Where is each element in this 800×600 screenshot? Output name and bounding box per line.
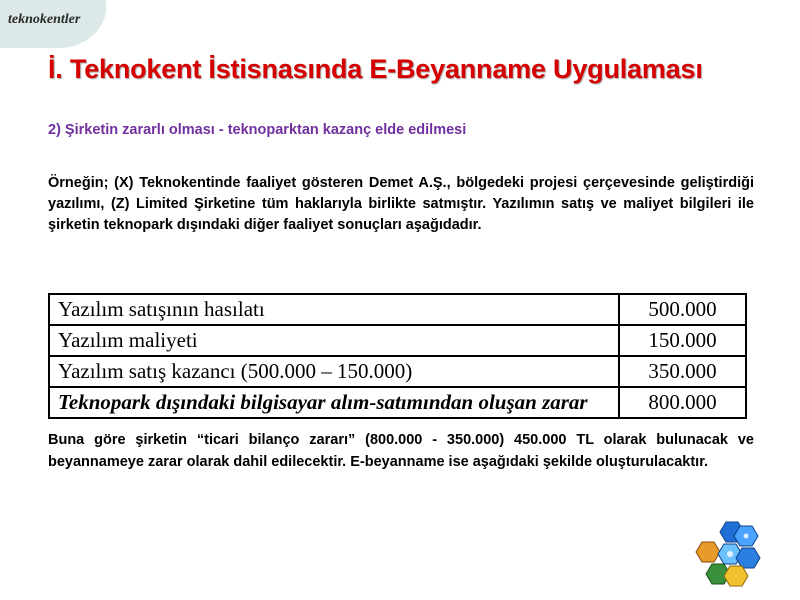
slide-subtitle: 2) Şirketin zararlı olması - teknoparktan kazanç elde edilmesi — [48, 122, 467, 138]
table-row — [49, 387, 746, 418]
row-label: Yazılım maliyeti — [49, 325, 619, 356]
row-label: Teknopark dışındaki bilgisayar alım-satımından oluşan zarar — [49, 387, 619, 418]
row-label: Yazılım satışının hasılatı — [49, 294, 619, 325]
conclusion-paragraph: Buna göre şirketin “ticari bilanço zararı” (800.000 - 350.000) 450.000 TL olarak bulunacak ve beyannameye zarar olarak dahil edilecektir. E-beyanname ise aşağıdaki şekilde oluşturulacaktır. — [48, 432, 754, 470]
slide-title: İ. Teknokent İstisnasında E-Beyanname Uygulaması — [48, 54, 703, 84]
row-value: 500.000 — [619, 294, 746, 325]
table-row — [49, 294, 746, 325]
financial-table — [48, 293, 747, 419]
example-paragraph: Örneğin; (X) Teknokentinde faaliyet gösteren Demet A.Ş., bölgedeki projesi çerçevesinde geliştirdiği yazılımı, (Z) Limited Şirketine tüm haklarıyla birlikte satmıştır. Yazılımın satış ve maliyet bilgileri ile şirketin teknopark dışındaki diğer faaliyet sonuçları aşağıdadır. — [48, 175, 754, 233]
hexagon-cluster-logo-icon — [694, 520, 764, 588]
table-row — [49, 325, 746, 356]
row-value: 150.000 — [619, 325, 746, 356]
logo-text: teknokentler — [8, 12, 81, 27]
logo-tab — [0, 0, 106, 48]
row-value: 350.000 — [619, 356, 746, 387]
row-value: 800.000 — [619, 387, 746, 418]
table-row — [49, 356, 746, 387]
row-label: Yazılım satış kazancı (500.000 – 150.000) — [49, 356, 619, 387]
